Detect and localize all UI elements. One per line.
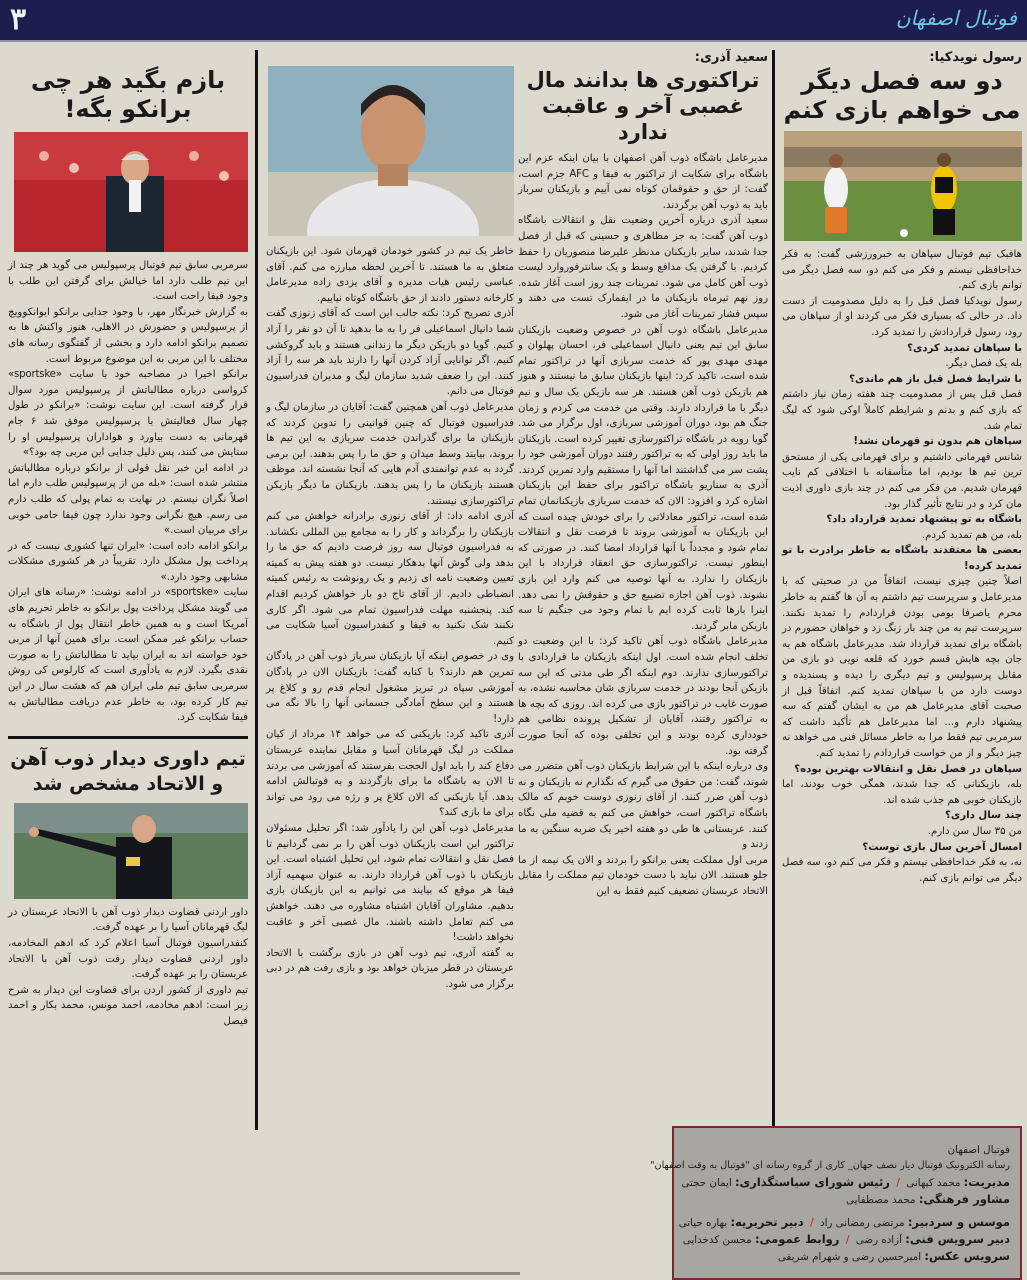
paragraph: وی درباره اینکه با این شرایط بازیکنان ذوب آهن متضرر می شوند، گفت: من حقوق می گیرم که نگذارم نه بازیکنان و نه ذوب آهن ضرر کنند. از آقای زنوزی دوست خوبم که مالک باشگاه تراکتور است، خواهش می کنم به قضیه ملی نگاه کنند. عربستانی ها طی دو هفته اخیر یک ضربه سنگین به ما زدند و xyxy=(518,761,768,851)
headline-line: و الاتحاد مشخص شد xyxy=(32,772,224,795)
column-divider xyxy=(255,50,258,1130)
headline-line: غصبی آخر و عاقبت ندارد xyxy=(541,94,745,144)
credit-value: محمد مصطفایی xyxy=(846,1194,916,1206)
paragraph: من ۳۵ سال سن دارم. xyxy=(927,825,1022,837)
paragraph: داور اردنی قضاوت دیدار ذوب آهن با الاتحاد عربستان در لیگ قهرمانان آسیا را بر عهده گرفت. xyxy=(8,906,248,934)
paragraph: مدیرعامل باشگاه ذوب آهن در خصوص وضعیت بازیکنان سابق این تیم یعنی دانیال اسماعیلی فر، احسان پهلوان و مهدی مهدی پور که خدمت سربازی آنها در تراکتور تمام شده است، تاکید کرد: اینها بازیکنان سابق ما نیستند و هنوز هم بازیکن ذوب آهن هستند. هر سه بازیکن یک سال و نیم دیگر با ما قرارداد دارند. وقتی من خدمت می کردم و زمان جنگ هم بود، دوران آموزشی سربازی، اول برگزار می شد. گویا رویه در باشگاه تراکتورسازی تغییر کرده است. بازیکنان ما باید روز اولی که به تراکتور رفتند دوران آموزشی خود را پشت سر می گذاشتند اما آنها را مستقیم وارد تمرین کردند. xyxy=(518,324,768,476)
article-referees xyxy=(8,747,248,1030)
credit-label: مشاور فرهنگی: xyxy=(918,1192,1010,1206)
credit-value: بهاره حیاتی xyxy=(678,1217,728,1229)
headline-line: می خواهم بازی کنم xyxy=(783,96,1021,124)
sepahan-match-photo xyxy=(784,131,1022,241)
interview-question: با شرایط فصل قبل باز هم ماندی؟ xyxy=(849,373,1022,385)
referee-photo xyxy=(14,803,248,899)
credits-row xyxy=(682,1248,1010,1265)
credit-label: دبیر تحریریه: xyxy=(730,1215,804,1229)
article-azari xyxy=(518,46,768,900)
paragraph: سرمربی سابق تیم فوتبال پرسپولیس می گوید هر چند از این تیم طلب دارد اما خیالش برای گرفتن این طلب با وجود فیفا راحت است. xyxy=(8,260,248,303)
paragraph: به گفته آذری، تیم ذوب آهن در بازی برگشت با الاتحاد عربستان در قطر میزبان خواهد بود و بازی رفت هم در دبی برگزار می شود. xyxy=(266,947,514,990)
paragraph: رسول نویدکیا فصل قبل را به دلیل مصدومیت از دست داد. در حالی که بسیاری فکر می کردند او از سپاهان می رود، رسول قراردادش را تمدید کرد. xyxy=(782,295,1022,338)
credit-value: محمد کیهانی xyxy=(906,1177,961,1189)
interview-question: چند سال داری؟ xyxy=(945,810,1022,822)
paragraph: وی در خصوص اینکه آیا بازیکنان سرباز ذوب آهن در پادگان تمرین هم دارند؟ با کنایه گفت: بازیکنان الان در پادگان آموزشی سپاه در تبریز مشغول انجام قدم رو و کلاغ پر هستند و این سطح آمادگی جسمانی آنها را بالا نگه می دارد! xyxy=(266,651,514,725)
branko-photo xyxy=(14,132,248,252)
credit-value: ایمان حجتی xyxy=(681,1177,732,1189)
headline-line: بازم بگید هر چی xyxy=(30,66,226,94)
article-body-col1 xyxy=(518,151,768,900)
paragraph: کنفدراسیون فوتبال آسیا اعلام کرد که ادهم المخادمه، داور اردنی قضاوت دیدار رفت ذوب آهن با الاتحاد عربستان را بر عهده گرفت. xyxy=(8,938,248,981)
credits-title: فوتبال اصفهان xyxy=(947,1144,1010,1156)
kicker: سعید آذری: xyxy=(694,50,768,65)
azari-portrait-photo xyxy=(268,66,514,236)
credits-row xyxy=(682,1231,1010,1248)
paragraph: فصل قبل پس از مصدومیت چند هفته زمان نیاز داشتم که بازی کنم و بدنم و شرایطم کاملاً اوکی شود که لیگ تمام شد. xyxy=(782,389,1022,432)
interview-question: بعضی ها معتقدند باشگاه به خاطر برادرت با تو تمدید کرده! xyxy=(782,545,1022,572)
credit-value: آزاده رضی xyxy=(855,1234,902,1246)
player-photo xyxy=(784,131,1022,241)
headline xyxy=(8,747,248,797)
paragraph: سعید آذری درباره آخرین وضعیت نقل و انتقالات باشگاه ذوب آهن گفت: به جز مظاهری و حسینی که قبل از فصل جدا شدند، سایر بازیکنان مدنظر علیرضا منصوریان را حفظ کردیم. با گرفتن یک مدافع وسط و یک سانترفوروارد لیست ذوب آهن کامل می شود. تمرینات چند روز است آغاز شده. روز نهم تیرماه بازیکنان ما در ایفمارک تست می دهند و سپس فشار تمرینات آغاز می شود. xyxy=(518,215,768,320)
paragraph: بله، من هم تمدید کردم. xyxy=(921,529,1022,541)
interview-question: امسال آخرین سال بازی توست؟ xyxy=(862,841,1022,853)
paragraph: بله یک فصل دیگر. xyxy=(945,358,1022,370)
paragraph: بله، بازیکنانی که جدا شدند، همگی خوب بودند، اما بازیکنان خوبی هم جذب شده اند. xyxy=(782,779,1022,806)
interview-question: سپاهان در فصل نقل و انتقالات بهترین بوده؟ xyxy=(794,763,1022,775)
paragraph: مدیرعامل ذوب آهن این را یادآور شد: اگر تحلیل مسئولان تراکتور این است بازیکنان ذوب آهن را بر نمی گردانیم تا فصل نقل و انتقالات تمام شود، این تحلیل اشتباه است. این بازیکنان با ذوب آهن قرارداد دارند. به عنوان سهمیه آزاد فیفا هر موقع که بیایند می توانیم به این بازیکنان بازی بدهیم. مشاوران آقایان اشتباه مشاوره می دهند. خواهش می کنم تعامل داشته باشند. مال غصبی آخر و عاقبت نخواهد داشت! xyxy=(266,822,514,944)
credits-box xyxy=(650,1126,1022,1280)
credit-label: سرویس عکس: xyxy=(924,1249,1010,1263)
paragraph: برانکو اخیرا در مصاحبه خود با سایت «sportske» کرواسی درباره مطالباتش از پرسپولیس مورد سوال قرار گرفته است. این سایت نوشت: «برانکو در طول چهار سال فعالیتش با پرسپولیس موفق شد ۶ جام قهرمانی به دست بیاورد و هواداران پرسپولیس او را ستایش می کنند، پس دلیل جدایی این مربی چه بود؟» xyxy=(8,369,249,459)
credits-row xyxy=(678,1214,1010,1231)
credit-value: محسن کدخدایی xyxy=(682,1234,752,1246)
paragraph: به گزارش خبرنگار مهر، با وجود جدایی برانکو ایوانکوویچ از پرسپولیس و حضورش در الاهلی، هنوز واکنش ها به تصمیم برانکو ادامه دارد و بخشی از گفتگوی رسانه های مختلف با این مربی به این موضوع مربوط است. xyxy=(8,306,248,365)
credit-label: رئیس شورای سیاستگذاری: xyxy=(735,1175,890,1189)
interview-question: سپاهان هم بدون تو قهرمان نشد! xyxy=(853,436,1022,448)
section-divider xyxy=(8,736,248,739)
credits-subtitle: رسانه الکترونیک فوتبال دیار نصف جهان_ کاری از گروه رسانه ای "فوتبال به وقت اصفهان" xyxy=(650,1160,1010,1171)
headline-line: تیم داوری دیدار ذوب آهن xyxy=(10,747,246,770)
credits-row xyxy=(682,1174,1010,1191)
article-body xyxy=(8,258,248,726)
branko-stadium-photo xyxy=(14,132,248,252)
credits-row xyxy=(682,1191,1010,1208)
interview-question: با سپاهان تمدید کردی؟ xyxy=(907,342,1022,354)
headline xyxy=(518,67,768,145)
separator-slash: / xyxy=(845,1234,850,1246)
azari-portrait xyxy=(268,66,514,236)
article-body xyxy=(782,247,1022,886)
paragraph: مدیرعامل باشگاه ذوب آهن اصفهان با بیان اینکه عزم این باشگاه برای شکایت از تراکتور به فیفا و AFC جزم است، گفت: از حق و حقوقمان کوتاه نمی آییم و بازیکنان سرباز باید به ذوب آهن برگردند. xyxy=(518,153,768,211)
paragraph: هافبک تیم فوتبال سپاهان به خبرورزشی گفت: به فکر خداحافظی نیستم و فکر می کنم دو، سه فصل دیگر می توانم بازی کنم. xyxy=(782,249,1022,292)
credit-value: امیرحسین رضی و شهرام شریفی xyxy=(777,1251,922,1263)
paragraph: در ادامه این خبر نقل قولی از برانکو درباره مطالباتش منتشر شده است: «بله من از پرسپولیس طلب دارم اما اصلاً نگران نیستم. در نهایت به تمام پولی که طلب دارم می رسم. هیچ نگرانی وجود ندارد چون فیفا حامی خوبی برای مربیان است.» xyxy=(8,462,248,537)
headline xyxy=(8,66,248,124)
paragraph: برانکو ادامه داده است: «ایران تنها کشوری نیست که در پرداخت پول مشکل دارد. تقریباً در هر کشوری مشکلات مشابهی وجود دارد.» xyxy=(8,540,248,583)
credit-label: مدیریت: xyxy=(963,1175,1010,1189)
paragraph: خاطر یک تیم در کشور خودمان قهرمان شود. این بازیکنان متعلق به ما هستند. تا آخرین لحظه مبارزه می کنم. آقای عباسی رئیس هیات مدیره و آقای یزدی زاده مدیرعامل کارخانه دستور دادند از حق باشگاه کوتاه نیاییم. xyxy=(266,246,514,304)
article-body xyxy=(8,905,248,1030)
paragraph: آذری تاکید کرد: بازیکنی که می خواهد ۱۴ مرداد از کیان مملکت در لیگ قهرمانان آسیا و مقابل نماینده عربستان دفاع کند را باید اول الحجت بفرستند که آموزشی می بردند تا الان به باشگاه ما برای بازگردند و به فوتبالش ادامه بدهد. آیا بازیکنی که الان کلاغ پر و رژه می رود می تواند برای ما بازی کند؟ xyxy=(266,729,514,819)
brand-logo: فوتبال اصفهان xyxy=(895,6,1017,30)
headline-line: دو سه فصل دیگر xyxy=(801,67,1003,95)
headline-line: تراکتوری ها بدانند مال xyxy=(526,68,760,92)
paragraph: آذری تصریح کرد: نکته جالب این است که آقای زنوزی گفت شما دانیال اسماعیلی فر را به ما بدهید تا آن دو نفر را آزاد کنیم. گویا دو بازیکن دیگر ما زندانی هستند و باید گروکشی کنیم. اگر توانایی آزاد کردن آنها را دارند باید هر سه را آزاد کنند. این را ضعف شدید سازمان لیگ و مدیران فدراسیون فوتبال می دانم. xyxy=(266,308,514,398)
column-divider xyxy=(772,50,775,1126)
paragraph: مدیرعامل باشگاه ذوب آهن تاکید کرد: با این وضعیت دو تخلف انجام شده است. اول اینکه بازیکنان ما قراردادی با تراکتورسازی ندارند. دوم اینکه اگر طی مدتی که این سه بازیکن آنجا بودند در خدمت سربازی شان محاسبه نشده، به صورت غایب در تراکتور بازی می کرده اند. روزی که بچه ها به تراکتور رفتند، آقایان از تشکیل پرونده نظامی هم خودداری کرده بودند و این تخلفی بوده که آنجا صورت گرفته بود. xyxy=(518,636,768,757)
paragraph: مربی اول مملکت یعنی برانکو را بردند و الان یک نیمه از ما جلو هستند. الان نباید با دست خودمان تیم مملکت را مقابل الاتحاد عربستان تضعیف کنیم فقط به این xyxy=(518,854,768,897)
headline-line: برانکو بگه! xyxy=(64,95,192,123)
credit-label: موسس و سردبیر: xyxy=(907,1215,1010,1229)
paragraph: مدیرعامل ذوب آهن همچنین گفت: آقایان در سازمان لیگ و فدراسیون فوتبال که چنین قوانینی را تدوین کردند که بازیکنان ما برای گذراندن خدمت سربازی به این تیم ها بروند، بیایند وسط میدان و حق ما را پس بدهند. این برمی گردد به عدم توانمندی آدم هایی که آنجا نشسته اند. موظف هستند بازیکنان ما را پس بدهند. بازیکنان ما دیگر بازیکن تراکتورسازی نیستند. xyxy=(266,401,514,507)
referee-pitch-photo xyxy=(14,803,248,899)
paragraph: تیم داوری از کشور اردن برای قضاوت این دیدار به شرح زیر است: ادهم مخادمه، احمد مونس، محمد بکار و احمد فیصل xyxy=(8,984,248,1027)
kicker: رسول نویدکیا: xyxy=(929,50,1022,65)
paragraph: شانس قهرمانی داشتیم و برای قهرمانی یکی از مستحق ترین تیم ها بودیم، اما متأسفانه با اختلافی کم نایب قهرمان شدیم. من فکر می کنم در چند بازی داوری اذیت مان کرد و در نتایج تأثیر گذار بود. xyxy=(782,451,1022,510)
article-body-col2 xyxy=(266,244,514,993)
headline xyxy=(782,67,1022,125)
paragraph: اصلاً چنین چیزی نیست، اتفاقاً من در صحبتی که با مدیرعامل و سرپرست تیم داشتم به آن ها گفتم به خاطر محرم یاصرفا بومی بودن قراردادم را تمدید نکنند. سرپرست تیم به من چند بار زنگ زد و خواهان حضورم در باشگاه برای تمدید قرارداد شد. مدیرعامل باشگاه هم به جان بچه هایش قسم خورد که قلعه نویی دو بازی من مقابل پرسپولیس و تیم دیگری را دیده و پسندیده و دوست دارد من با سپاهان تمدید کنم. اتفاقاً قبل از صحبت آقای مدیرعامل هم من به ایشان گفتم که سه پیشنهاد دارم و... اما مدیرعامل هم تأکید داشت که سرمربی تیم فقط مرا به خاطر مسائل فنی می خواهد نه چیز دیگر و از من خواست قراردادم را تمدید کنم. xyxy=(782,576,1022,759)
separator-slash: / xyxy=(809,1217,814,1229)
paragraph: سایت «sportske» در ادامه نوشت: «رسانه های ایران می گویند مشکل پرداخت پول برانکو به خاطر تحریم های آمریکا است و به همین خاطر انتقال پول از باشگاه به حساب برانکو غیر ممکن است. برای همین آنها از مربی خود خواسته اند به ایران بیاید تا مطالباتش را به صورت نقدی بگیرد. لازم به یادآوری است که کارلوس کی روش سرمربی سابق تیم ملی ایران هم که هشت سال در این تیم کار کرده بود، به خاطر عدم دریافت مطالباتش به فیفا شکایت کرد. xyxy=(8,587,248,724)
paragraph: آذری ادامه داد: از آقای زنوزی برادرانه خواهش می کنم بازیکنان را برگرداند و کار را به مجامع بین المللی نکشاند. به فدراسیون فوتبال سه روز فرصت دادیم که حق ما را بدهد ولی گوش آنها بدهکار نیست. دو هفته پیش به کمیته تعیین وضعیت نامه ای زدیم و یک رونوشت به رئیس کمیته انضباطی دادیم. از آقای تاج دو بار خواهش کردیم اقدام کند. پنجشنبه مهلت فدراسیون تمام می شود. اگر کاری نکنند شک نکنید به فیفا و کنفدراسیون آسیا شکایت می کنیم. xyxy=(266,511,514,647)
page-number: ۳ xyxy=(10,2,27,37)
separator-slash: / xyxy=(896,1177,900,1189)
article-navidkia xyxy=(782,46,1022,886)
bottom-rule xyxy=(0,1272,520,1275)
interview-question: باشگاه به تو پیشنهاد تمدید قرارداد داد؟ xyxy=(826,514,1022,526)
article-branko xyxy=(8,46,248,1030)
masthead xyxy=(0,0,1027,42)
credit-label: دبیر سرویس فنی: xyxy=(905,1232,1010,1246)
article-azari-col2 xyxy=(266,46,514,993)
credit-value: مرتضی رمضانی راد xyxy=(819,1217,905,1229)
credit-label: روابط عمومی: xyxy=(754,1232,840,1246)
paragraph: آذری به سناریو باشگاه تراکتور برای حفظ این بازیکنان اشاره کرد و افزود: الان که خدمت سربازی بازیکنانمان تمام شده است، تراکتور معادلاتی را برای خودش چیده است که این بازیکنان به آموزشی بروند تا فرصت نقل و انتقالات تمام شود و مجدداً با آنها قرارداد امضا کنند. در صورتی که اینطور نیست. تراکتورسازی حق انعقاد قرارداد با این بازیکنان را ندارد. به آنها توصیه می کنم وارد این بازی نشوند. ذوب آهن اجازه تضییع حق و حقوقش را نمی دهد. اینرا بارها ثابت کرده ایم با تمام وجود می جنگیم تا سه بازیکن مابر گردند. xyxy=(518,480,768,632)
paragraph: نه، به فکر خداحافظی نیستم و فکر می کنم دو، سه فصل دیگر می توانم بازی کنم. xyxy=(782,857,1022,884)
